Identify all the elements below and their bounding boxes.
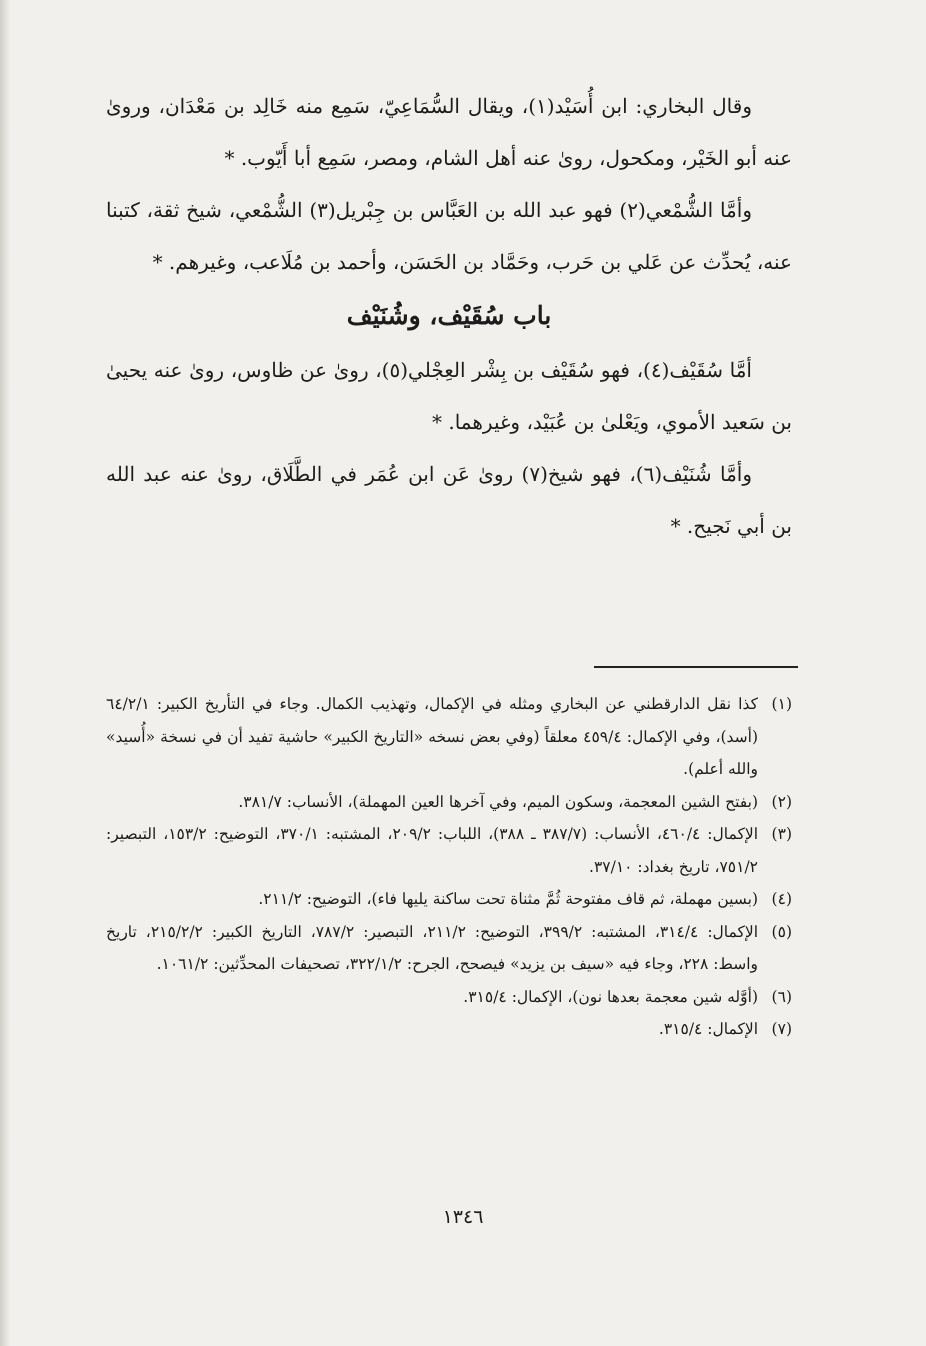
page-edge-shadow xyxy=(0,0,10,1346)
footnote xyxy=(106,981,792,1014)
footnote-text: (بفتح الشين المعجمة، وسكون الميم، وفي آخرها العين المهملة)، الأنساب: ٣٨١/٧. xyxy=(238,792,758,811)
paragraph-shumi: وأمَّا الشُّمْعي(٢) فهو عبد الله بن العَبَّاس بن جِبْريل(٣) الشُّمْعي، شيخ ثقة، كتبنا عنه، يُحدِّث عن عَلي بن حَرب، وحَمَّاد بن الحَسَن، وأحمد بن مُلَاعب، وغيرهم. * xyxy=(106,198,792,274)
section-heading: باب سُقَيْف، وشُنَيْف xyxy=(346,301,552,330)
footnote xyxy=(106,916,792,981)
page-number: ١٣٤٦ xyxy=(442,1206,484,1228)
footnote-number: (١) xyxy=(771,695,792,713)
footnote-text: كذا نقل الدارقطني عن البخاري ومثله في الإكمال، وتهذيب الكمال. وجاء في التأريخ الكبير: ٦٤/٢/١ (أسد)، وفي الإكمال: ٤٥٩/٤ معلقاً (وفي بعض نسخه «التاريخ الكبير» حاشية تفيد أن في نسخة «أُسيد» والله أعلم). xyxy=(106,695,758,778)
paragraph-suqayf: أمَّا سُقَيْف(٤)، فهو سُقَيْف بن بِشْر العِجْلي(٥)، روىٰ عن ظاوس، روىٰ عنه يحيىٰ بن سَعيد الأموي، ويَعْلىٰ بن عُبَيْد، وغيرهما. * xyxy=(106,358,792,434)
paragraph-bukhari: وقال البخاري: ابن أُسَيْد(١)، ويقال السُّمَاعِيّ، سَمِع منه خَالِد بن مَعْدَان، وروىٰ عنه أبو الخَيْر، ومكحول، روىٰ عنه أهل الشام، ومصر، سَمِع أبا أَيّوب. * xyxy=(106,94,792,170)
footnote xyxy=(106,883,792,916)
footnote-separator xyxy=(594,666,798,668)
footnote-number: (٦) xyxy=(771,987,792,1006)
footnote-text: (أوَّله شين معجمة بعدها نون)، الإكمال: ٣١٥/٤. xyxy=(463,987,758,1006)
footnote-text: الإكمال: ٣١٤/٤، المشتبه: ٣٩٩/٢، التوضيح: ٢١١/٢، التبصير: ٧٨٧/٢، التاريخ الكبير: ٢١٥/٢/٢، تاريخ واسط: ٢٢٨، وجاء فيه «سيف بن يزيد» فيصحح، الجرح: ٣٢٢/١/٢، تصحيفات المحدِّثين: ١٠٦١/٢. xyxy=(106,922,759,973)
footnote-text: الإكمال: ٤٦٠/٤، الأنساب: (٣٨٧/٧ ـ ٣٨٨)، اللباب: ٢٠٩/٢، المشتبه: ٣٧٠/١، التوضيح: ١٥٣/٢، التبصير: ٧٥١/٢، تاريخ بغداد: ٣٧/١٠. xyxy=(106,825,759,876)
footnote-number: (٧) xyxy=(771,1020,792,1038)
footnote xyxy=(106,786,792,819)
main-text xyxy=(106,80,792,552)
footnote-text: الإكمال: ٣١٥/٤. xyxy=(658,1020,758,1038)
footnote-text: (بسين مهملة، ثم قاف مفتوحة ثُمَّ مثناة تحت ساكنة يليها فاء)، التوضيح: ٢١١/٢. xyxy=(258,890,758,908)
paragraph-shunayf: وأمَّا شُنَيْف(٦)، فهو شيخ(٧) روىٰ عَن ابن عُمَر في الطَّلَاق، روىٰ عنه عبد الله بن أبي نَجيح. * xyxy=(106,462,792,538)
footnote-number: (٥) xyxy=(771,922,792,941)
footnote-number: (٢) xyxy=(771,792,792,811)
footnote xyxy=(106,1013,792,1046)
footnotes xyxy=(106,688,792,1046)
footnote-number: (٤) xyxy=(771,890,792,908)
footnote xyxy=(106,818,792,883)
footnote-number: (٣) xyxy=(771,825,792,843)
footnote xyxy=(106,688,792,786)
